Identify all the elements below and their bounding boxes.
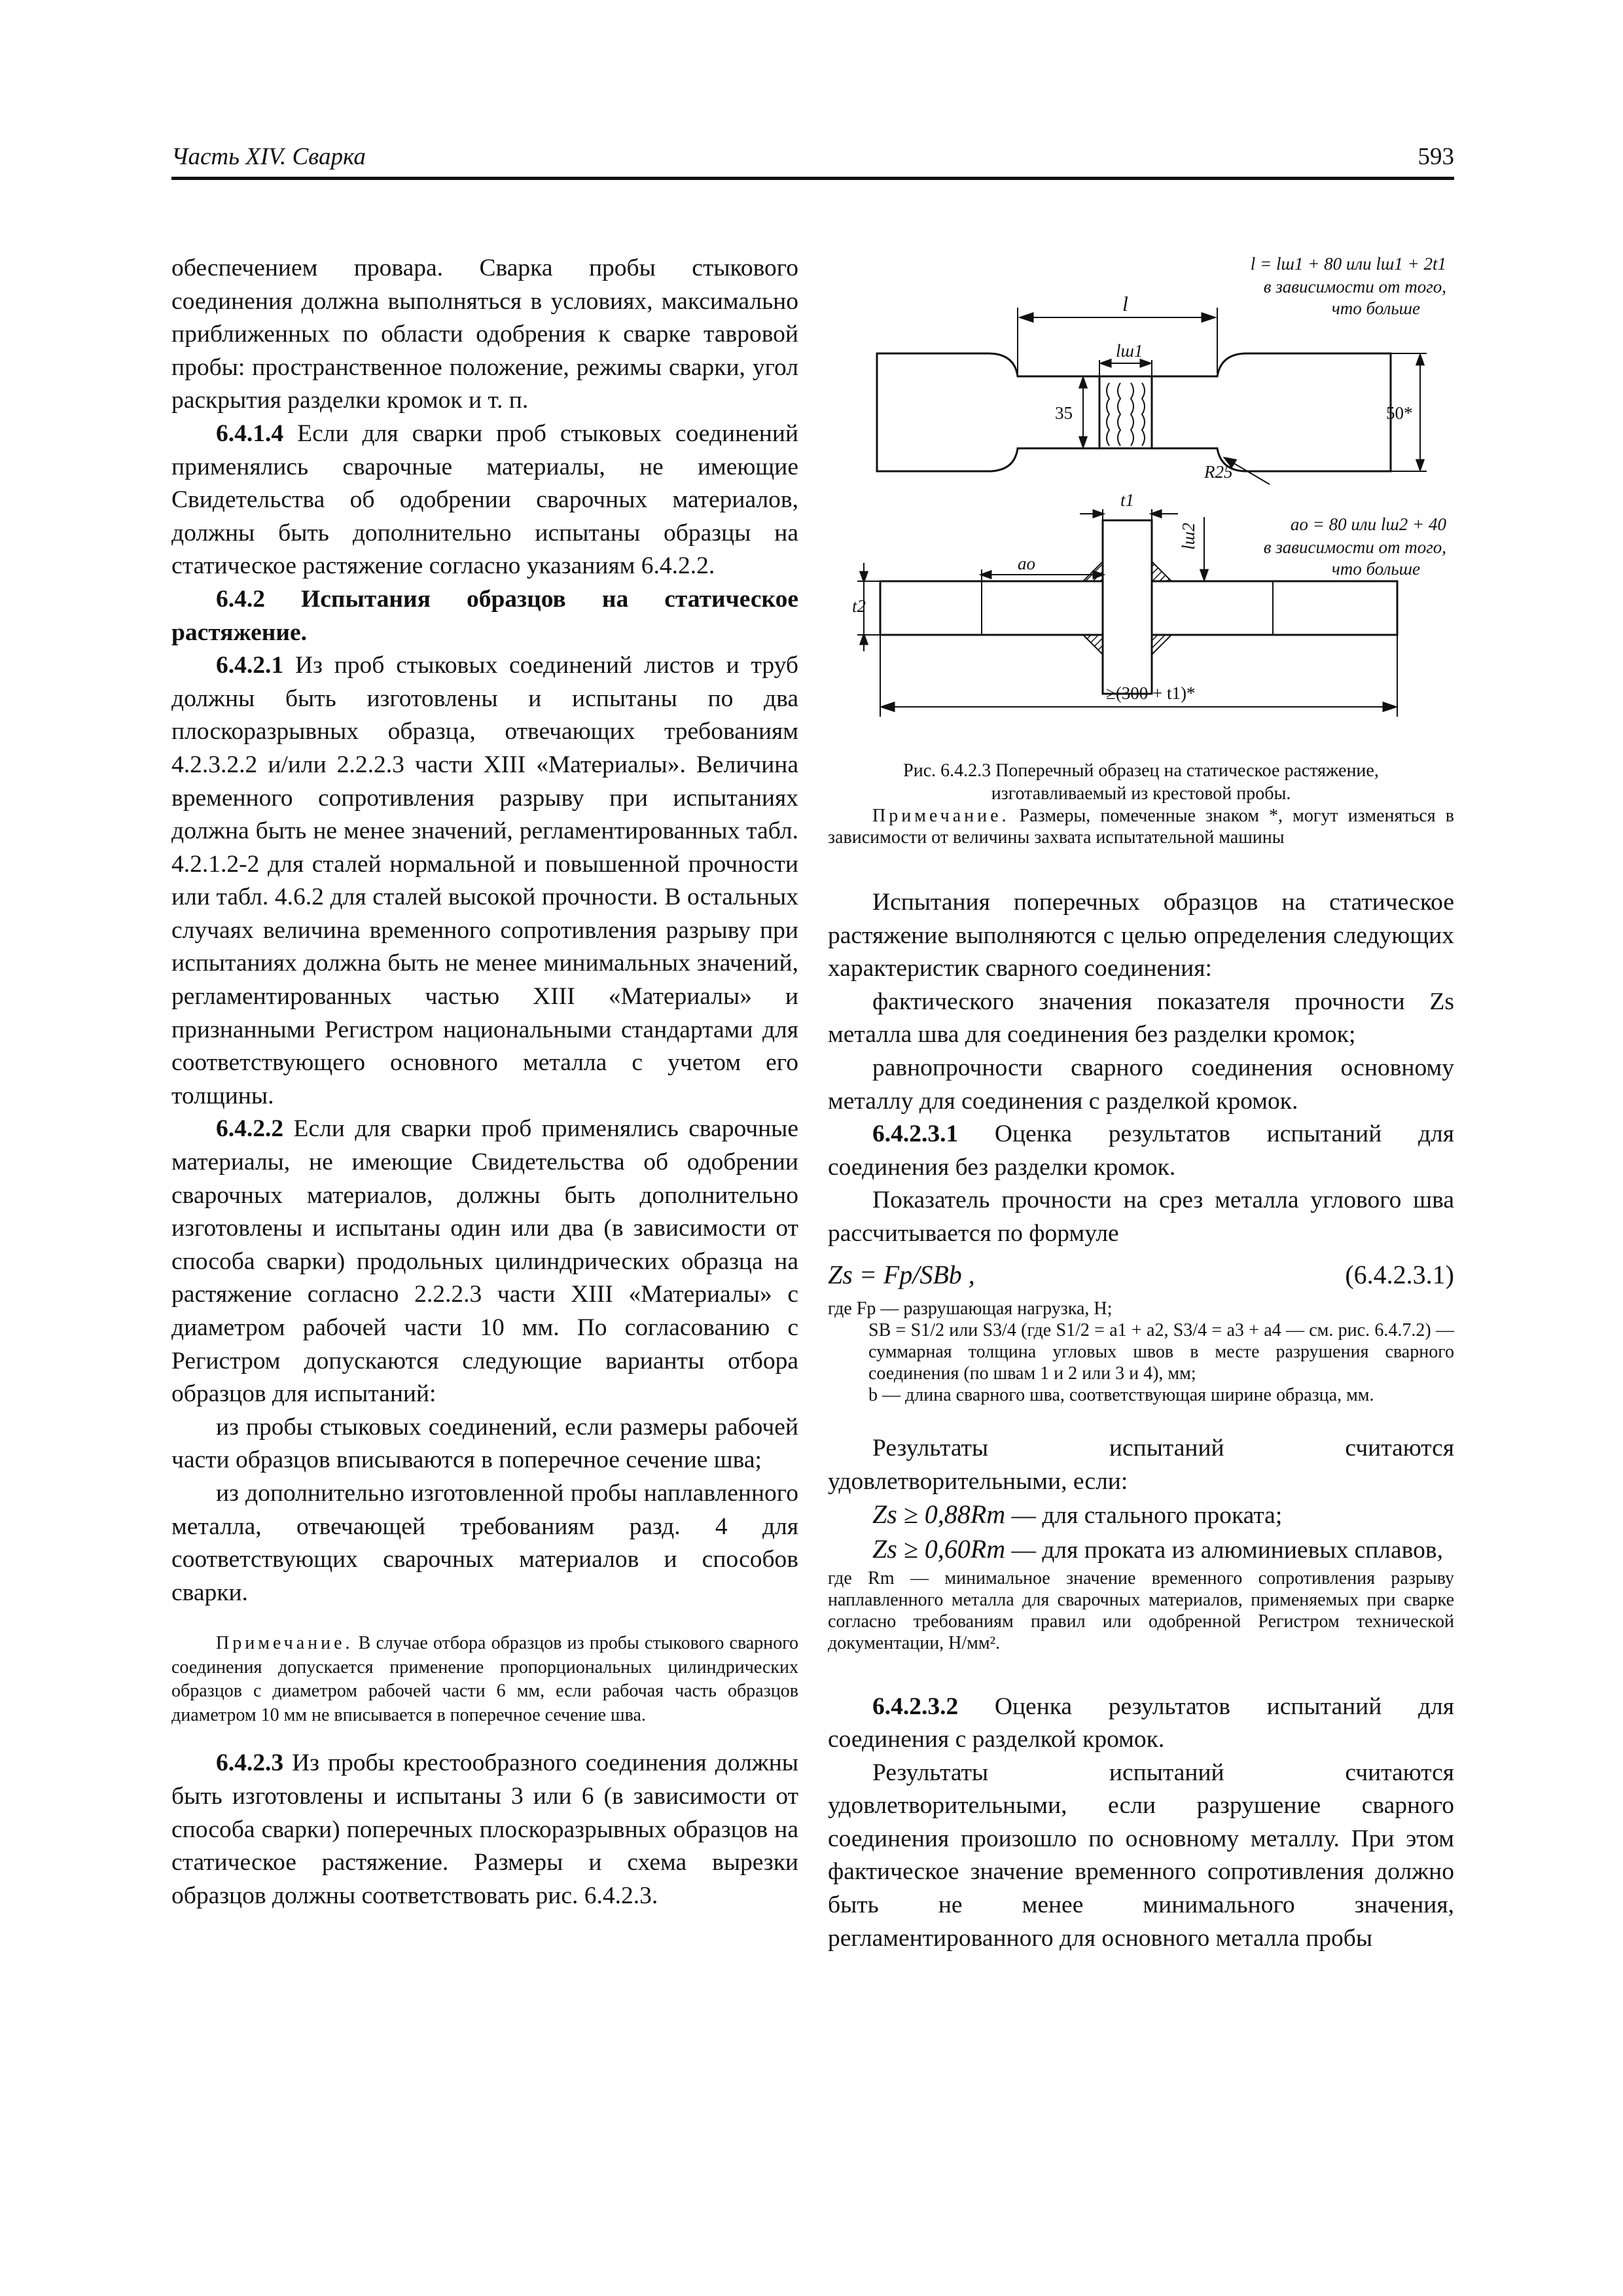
left-column <box>171 252 798 1912</box>
clause-number: 6.4.2.2 <box>216 1115 284 1143</box>
header-rule <box>171 177 1454 180</box>
label-t2: t2 <box>852 596 866 616</box>
page-number: 593 <box>1418 143 1454 170</box>
annotation-l-formula: в зависимости от того, <box>1263 277 1446 296</box>
formula-legend: где Fp — разрушающая нагрузка, Н; SB = S1/2 или S3/4 (где S1/2 = a1 + a2, S3/4 = a3 + a4 — см. рис. 6.4.7.2) — суммарная толщина угловых швов в месте разрушения сварного соединения (по швам 1 и 2 или 3 и 4), мм; b — длина сварного шва, соответствующая ширине образца, мм. <box>828 1299 1454 1406</box>
paragraph-6-4-2-1: 6.4.2.1 Из проб стыковых соединений листов и труб должны быть изготовлены и испытаны по два плоскоразрывных образца, отвечающих требованиям 4.2.3.2.2 и/или 2.2.2.3 части XIII «Материалы». Величина временного сопротивления разрыву при испытаниях должна быть не менее значений, регламентированных табл. 4.2.1.2-2 для сталей нормальной и повышенной прочности или табл. 4.6.2 для сталей высокой прочности. В остальных случаях величина временного сопротивления разрыву при испытаниях должна быть не менее минимальных значений, регламентированных частью XIII «Материалы» и признанными Регистром национальными стандартами для соответствующего основного металла с учетом его толщины. <box>171 652 798 1109</box>
label-35: 35 <box>1055 403 1073 423</box>
paragraph-6-4-2-3-2: 6.4.2.3.2 Оценка результатов испытаний для соединения с разделкой кромок. <box>828 1693 1454 1753</box>
label-50: 50* <box>1386 403 1413 423</box>
annotation-ao-formula: что больше <box>1331 559 1420 579</box>
paragraph-6-4-2-3-1: 6.4.2.3.1 Оценка результатов испытаний для соединения без разделки кромок. <box>828 1121 1454 1181</box>
paragraph-6-4-2-3: 6.4.2.3 Из пробы крестообразного соединения должны быть изготовлены и испытаны 3 или 6 (в зависимости от способа сварки) поперечных плоскоразрывных образцов на статическое растяжение. Размеры и схема вырезки образцов должны соответствовать рис. 6.4.2.3. <box>171 1749 798 1909</box>
paragraph: Испытания поперечных образцов на статическое растяжение выполняются с целью определения следующих характеристик сварного соединения: <box>828 889 1454 982</box>
paragraph: Результаты испытаний считаются удовлетворительными, если разрушение сварного соединения произошло по основному металлу. При этом фактическое значение временного сопротивления должно быть не менее минимального значения, регламентированного для основного металла пробы <box>828 1759 1454 1952</box>
label-lw2: lш2 <box>1179 522 1198 550</box>
label-t1: t1 <box>1120 490 1135 510</box>
running-header-title: Часть XIV. Сварка <box>171 143 366 170</box>
clause-number: 6.4.1.4 <box>216 420 284 447</box>
list-item: из дополнительно изготовленной пробы наплавленного металла, отвечающей требованиям разд. 4 для соответствующих сварочных материалов и способов сварки. <box>171 1479 798 1606</box>
clause-number: 6.4.2.3.2 <box>872 1693 959 1720</box>
label-l: l <box>1122 292 1128 315</box>
clause-number: 6.4.2.1 <box>216 652 284 679</box>
note: Примечание. В случае отбора образцов из пробы стыкового сварного соединения допускается применение пропорциональных цилиндрических образцов с диаметром рабочей части 6 мм, если рабочая часть образцов диаметром 10 мм не вписывается в поперечное сечение шва. <box>171 1633 798 1725</box>
label-ao: ao <box>1018 554 1035 573</box>
clause-number: 6.4.2.3.1 <box>872 1121 959 1148</box>
figure-note: Примечание. Размеры, помеченные знаком *, могут изменяться в зависимости от величины захвата испытательной машины <box>828 806 1454 848</box>
note-label: Примечание. <box>216 1633 353 1654</box>
cruciform-plate-left <box>880 581 1103 635</box>
list-item: фактического значения показателя прочности Zs металла шва для соединения без разделки кромок; <box>828 988 1454 1049</box>
fillet-weld <box>1083 635 1103 655</box>
formula-number: (6.4.2.3.1) <box>1345 1259 1454 1289</box>
fillet-weld <box>1152 562 1171 581</box>
paragraph: Показатель прочности на срез металла углового шва рассчитывается по формуле <box>828 1187 1454 1247</box>
section-heading-6-4-2: 6.4.2 Испытания образцов на статическое растяжение. <box>171 585 798 646</box>
paragraph-6-4-2-2: 6.4.2.2 Если для сварки проб применялись сварочные материалы, не имеющие Свидетельства об одобрении сварочных материалов, должны быть дополнительно изготовлены и испытаны один или два (в зависимости от способа сварки) продольных цилиндрических образца на растяжение согласно 2.2.2.3 части XIII «Материалы» с диаметром рабочей части 10 мм. По согласованию с Регистром допускаются следующие варианты отбора образцов для испытаний: <box>171 1115 798 1408</box>
label-r25: R25 <box>1204 462 1233 482</box>
label-bottom-dimension: ≥(300 + t1)* <box>1106 683 1196 703</box>
label-lw1: lш1 <box>1116 341 1143 361</box>
annotation-l-formula: что больше <box>1331 298 1420 318</box>
annotation-ao-formula: ao = 80 или lш2 + 40 <box>1290 514 1446 534</box>
list-item: равнопрочности сварного соединения основному металлу для соединения с разделкой кромок. <box>828 1054 1454 1115</box>
paragraph: Результаты испытаний считаются удовлетворительными, если: <box>828 1435 1454 1495</box>
figure-6-4-2-3 <box>828 249 1454 766</box>
fillet-weld <box>1083 562 1103 581</box>
inequality-legend: где Rm — минимальное значение временного сопротивления разрыву наплавленного металла для сварочных материалов, применяемых при сварке согласно требованиям правил или одобренной Регистром технической документации, Н/мм². <box>828 1568 1454 1653</box>
fillet-weld <box>1152 635 1171 655</box>
paragraph: обеспечением провара. Сварка пробы стыкового соединения должна выполняться в условиях, максимально приближенных по области одобрения к сварке тавровой пробы: пространственное положение, режимы сварки, угол раскрытия разделки кромок и т. п. <box>171 255 798 414</box>
annotation-l-formula: l = lш1 + 80 или lш1 + 2t1 <box>1250 254 1446 274</box>
cruciform-vertical-plate <box>1103 520 1152 694</box>
formula: Zs = Fp/SBb , (6.4.2.3.1) <box>828 1259 1454 1292</box>
clause-number: 6.4.2.3 <box>216 1749 284 1777</box>
right-column <box>828 759 1454 1955</box>
paragraph-6-4-1-4: 6.4.1.4 Если для сварки проб стыковых соединений применялись сварочные материалы, не имеющие Свидетельства об одобрении сварочных материалов, должны быть дополнительно испытаны образцы на статическое растяжение согласно указаниям 6.4.2.2. <box>171 420 798 580</box>
inequality-aluminium: Zs ≥ 0,60Rm — для проката из алюминиевых сплавов, <box>872 1534 1443 1564</box>
annotation-ao-formula: в зависимости от того, <box>1263 537 1446 557</box>
list-item: из пробы стыковых соединений, если размеры рабочей части образцов вписываются в поперечное сечение шва; <box>171 1413 798 1474</box>
specimen-outline <box>877 353 1391 471</box>
cruciform-plate-right <box>1152 581 1397 635</box>
figure-caption: Рис. 6.4.2.3 Поперечный образец на статическое растяжение, изготавливаемый из крестовой пробы. <box>903 761 1379 804</box>
note-label: Примечание. <box>872 806 1010 826</box>
inequality-steel: Zs ≥ 0,88Rm — для стального проката; <box>872 1499 1283 1530</box>
